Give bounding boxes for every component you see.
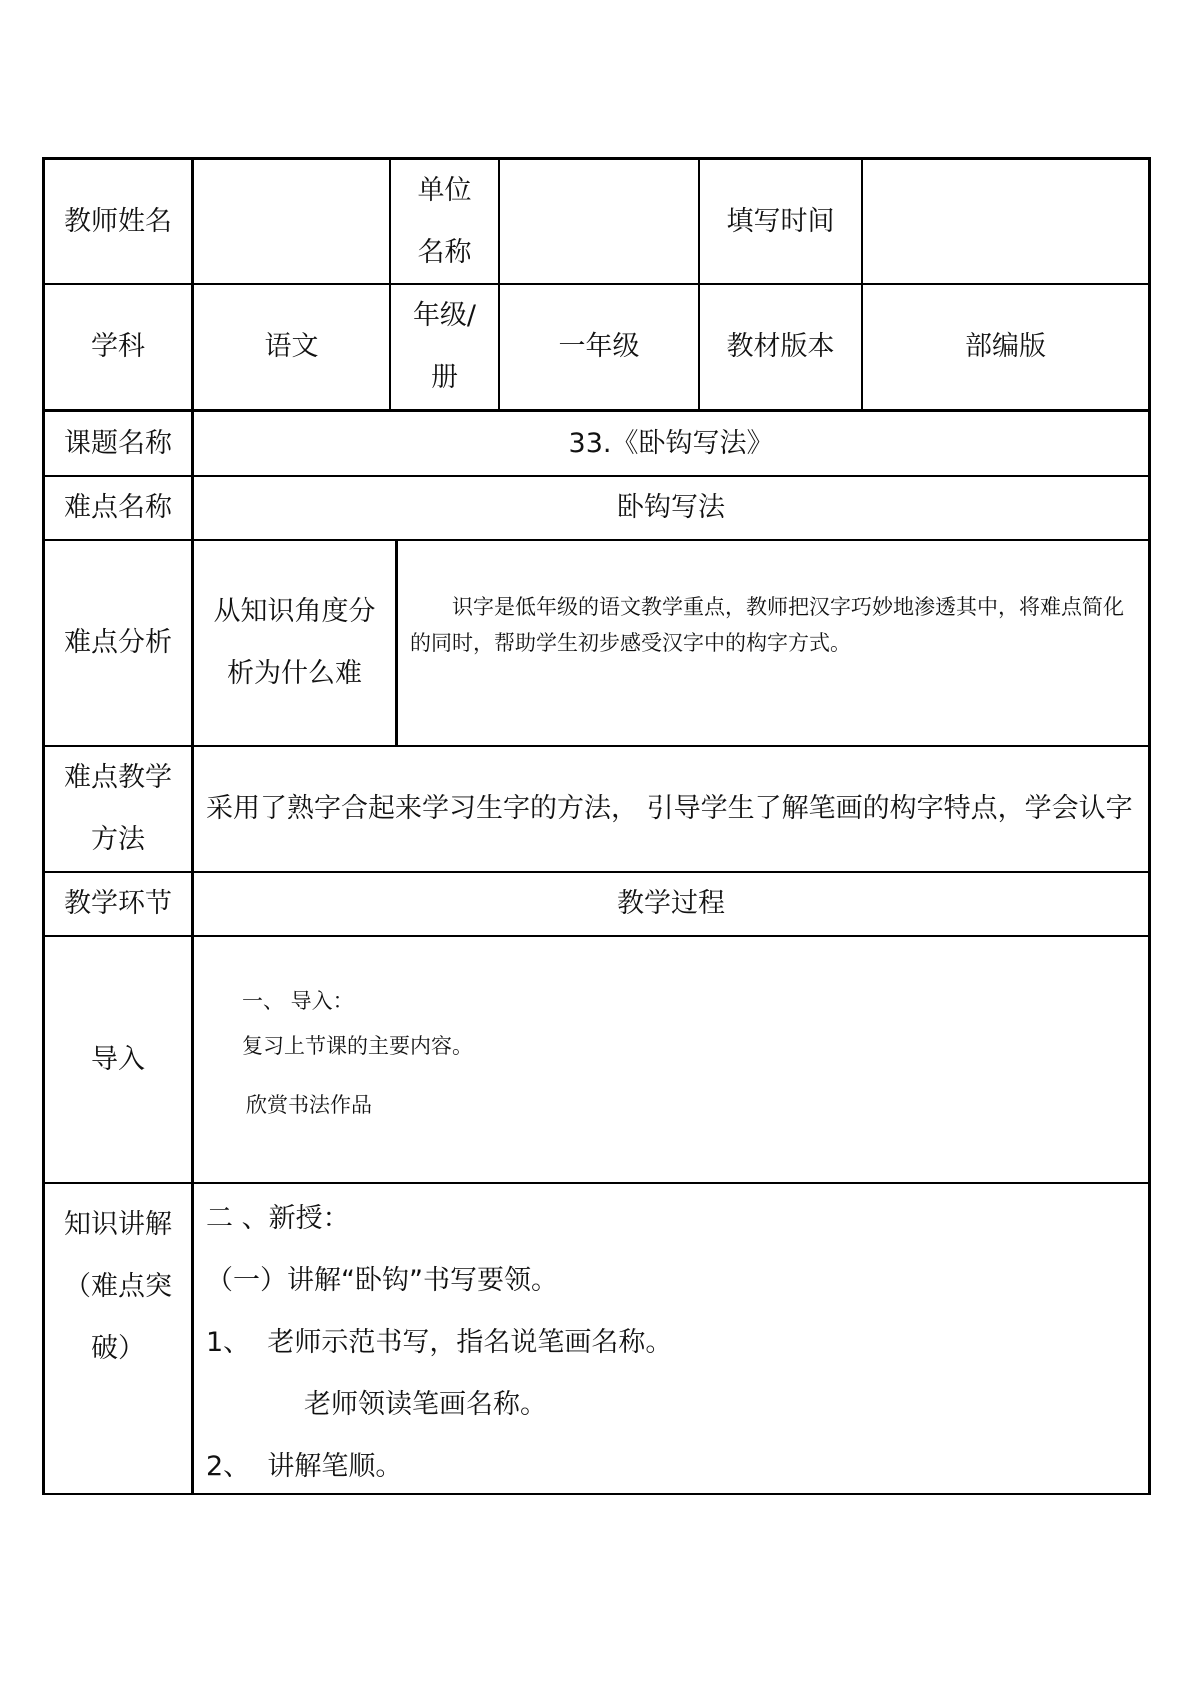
table-border-right [1148,157,1151,1495]
knowledge-line: 1、 老师示范书写，指名说笔画名称。 [206,1327,673,1358]
teaching-method-label-text: 难点教学方法 [64,762,172,855]
teaching-step-label [45,873,191,935]
grade-label-text: 年级/册 [412,300,477,393]
difficulty-value [194,477,1148,539]
unit-name-value [500,160,698,283]
analysis-perspective-label [194,541,395,745]
knowledge-line: （一）讲解“卧钩”书写要领。 [206,1265,558,1296]
textbook-edition-label-text: 教材版本 [726,331,835,362]
difficulty-label-text: 难点名称 [64,492,172,523]
knowledge-explanation-label-text: 知识讲解（难点突破） [64,1209,172,1364]
subject-label [45,285,191,409]
intro-label [45,937,191,1182]
topic-label-text: 课题名称 [64,427,172,459]
knowledge-line: 2、 讲解笔顺。 [206,1451,403,1482]
difficulty-analysis-label-text: 难点分析 [64,627,172,658]
teacher-name-label-text: 教师姓名 [64,205,172,237]
intro-line: 一、 导入： [242,989,354,1013]
knowledge-explanation-content [194,1184,1148,1493]
grade-value [500,285,698,409]
subject-value [194,285,389,409]
teacher-name-label [45,160,191,283]
subject-label-text: 学科 [91,331,145,362]
teaching-method-content [194,747,1148,871]
analysis-content [398,541,1148,745]
unit-name-label-text: 单位名称 [417,174,472,268]
grade-label [391,285,498,409]
difficulty-analysis-label [45,541,191,745]
knowledge-explanation-label [45,1184,191,1493]
intro-label-text: 导入 [91,1043,145,1075]
teaching-process-header-text: 教学过程 [617,888,725,919]
textbook-edition-label [700,285,861,409]
fill-time-value [863,160,1148,283]
textbook-edition-value [863,285,1148,409]
knowledge-line: 二 、新授： [206,1203,350,1234]
topic-value [194,412,1148,475]
textbook-edition-value-text: 部编版 [965,331,1046,362]
teaching-method-content-text: 采用了熟字合起来学习生字的方法， 引导学生了解笔画的构字特点，学会认字 [206,793,1133,824]
intro-line: 复习上节课的主要内容。 [242,1034,473,1058]
analysis-content-text: 识字是低年级的语文教学重点，教师把汉字巧妙地渗透其中，将难点简化的同时，帮助学生初步感受汉字中的构字方式。 [410,595,1124,655]
topic-value-text: 33.《卧钩写法》 [568,427,774,459]
grade-value-text: 一年级 [558,331,640,362]
difficulty-value-text: 卧钩写法 [617,492,725,523]
fill-time-label-text: 填写时间 [726,205,835,237]
difficulty-label [45,477,191,539]
unit-name-label [391,160,498,283]
lesson-plan-table [42,157,1151,1495]
topic-label [45,412,191,475]
intro-content [194,937,1148,1182]
teaching-step-label-text: 教学环节 [64,888,172,919]
fill-time-label [700,160,861,283]
teaching-method-label [45,747,191,871]
analysis-perspective-label-text: 从知识角度分析为什么难 [213,596,376,689]
teacher-name-value [194,160,389,283]
teaching-process-header [194,873,1148,935]
intro-line: 欣赏书法作品 [246,1093,372,1117]
table-border-bottom [42,1493,1151,1495]
subject-value-text: 语文 [264,331,319,362]
knowledge-line: 老师领读笔画名称。 [304,1389,547,1420]
